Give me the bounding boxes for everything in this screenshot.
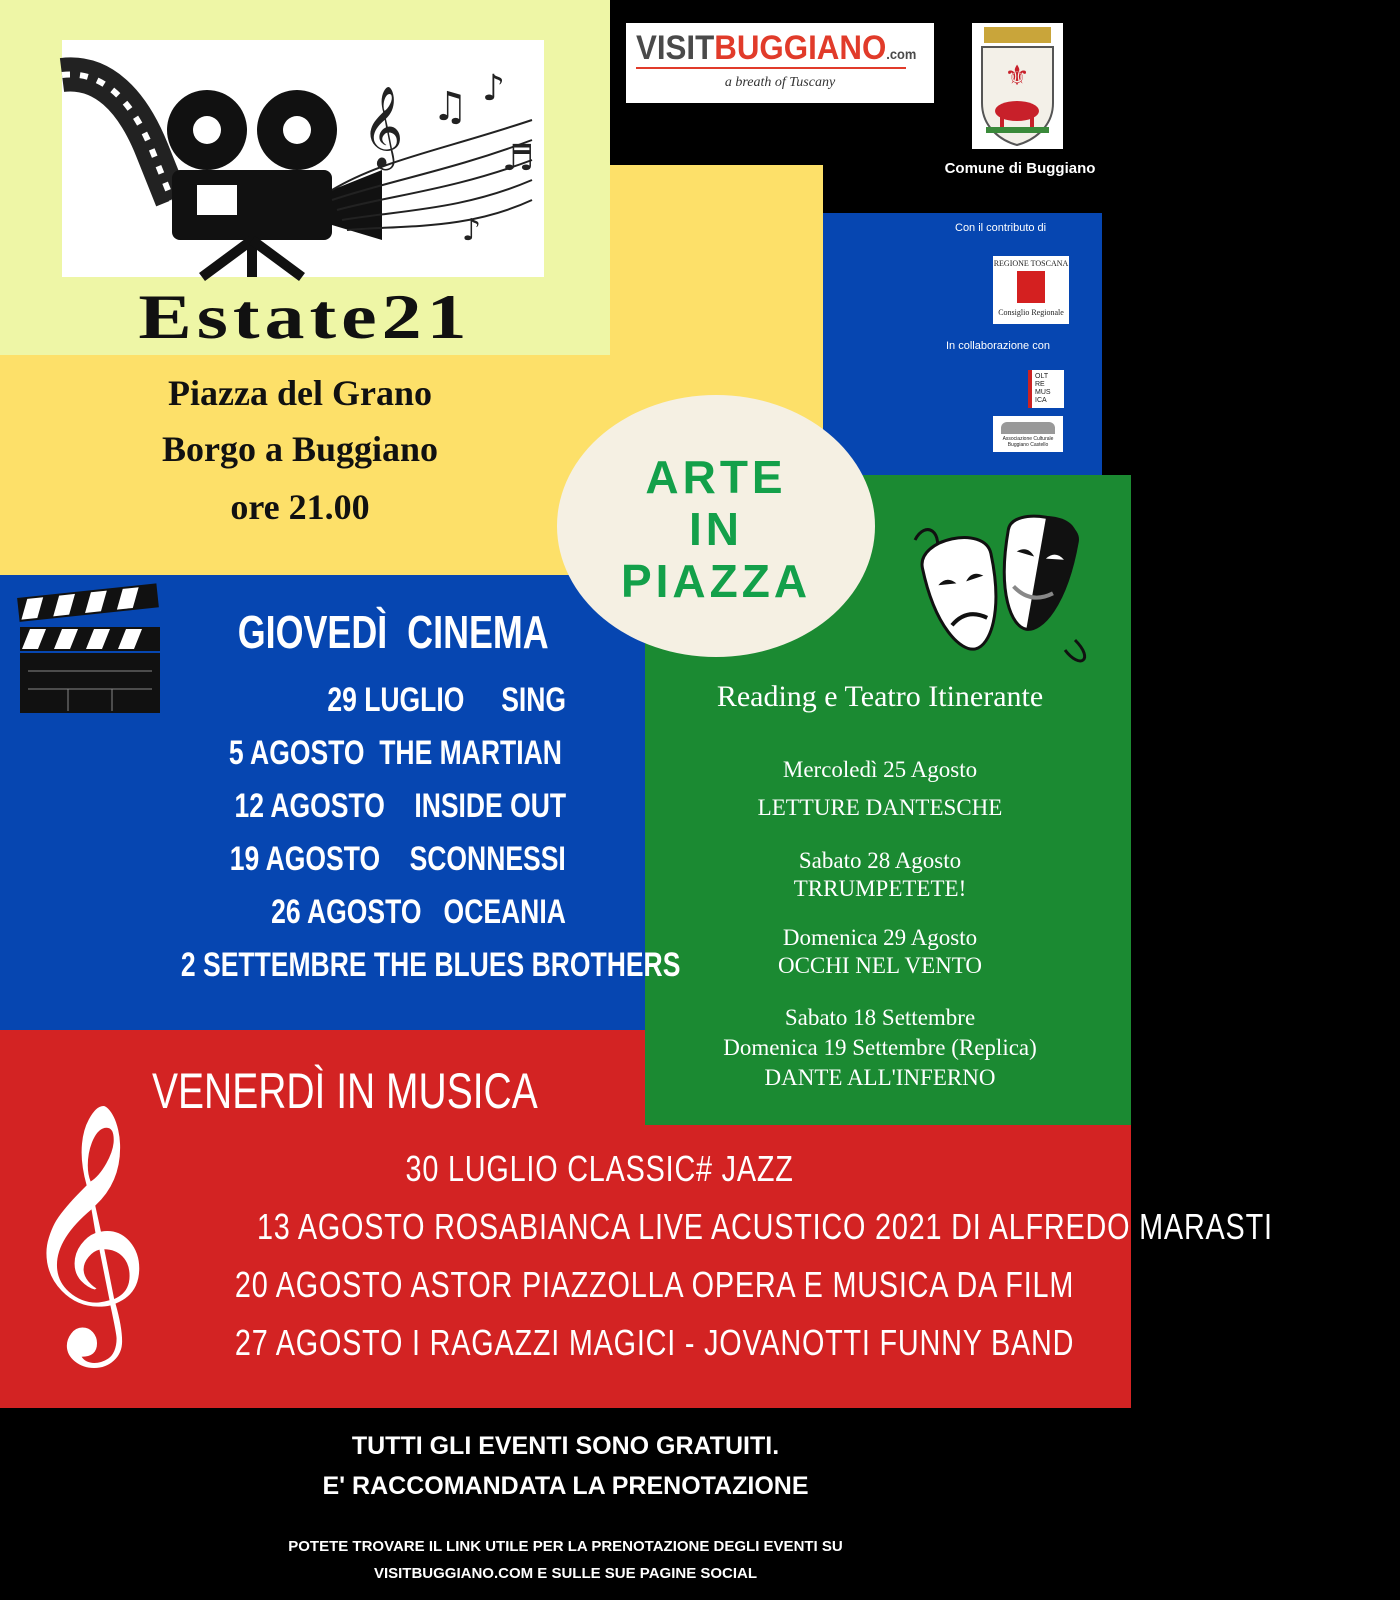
- footer-small-1: POTETE TROVARE IL LINK UTILE PER LA PRENOTAZIONE DEGLI EVENTI SU: [288, 1538, 843, 1555]
- teatro-event-title: OCCHI NEL VENTO: [777, 953, 982, 978]
- cinema-item-text: 26 AGOSTO OCEANIA: [271, 893, 566, 931]
- cinema-item-text: 19 AGOSTO SCONNESSI: [229, 840, 566, 878]
- association-text: Associazione Culturale Buggiano Castello: [1002, 436, 1054, 448]
- musica-item: [130, 1148, 1070, 1190]
- visitbuggiano-logo: [626, 23, 934, 103]
- cinema-item: [40, 680, 566, 720]
- teatro-event-day: Sabato 28 Agosto: [798, 848, 962, 873]
- teatro-event-day-2: Domenica 19 Settembre (Replica): [723, 1035, 1037, 1060]
- teatro-event-title: DANTE ALL'INFERNO: [764, 1065, 996, 1090]
- oltremusica-line-1: OLT: [1035, 373, 1049, 380]
- cinema-item: [40, 733, 562, 773]
- film-camera-icon: [62, 40, 544, 277]
- regione-line-2: Consiglio Regionale: [998, 308, 1064, 317]
- svg-text:⚜: ⚜: [1004, 59, 1030, 92]
- cinema-item: [40, 892, 566, 932]
- oltremusica-line-4: ICA: [1035, 397, 1047, 404]
- cinema-item: [40, 839, 566, 879]
- svg-text:♪: ♪: [462, 213, 482, 248]
- teatro-heading: Reading e Teatro Itinerante: [716, 680, 1044, 713]
- teatro-event-day: Sabato 18 Settembre: [784, 1005, 976, 1030]
- musica-item-text: 20 AGOSTO ASTOR PIAZZOLLA OPERA E MUSICA DA FILM: [234, 1264, 1075, 1305]
- contributo-label: Con il contributo di: [955, 222, 1047, 234]
- svg-text:♫: ♫: [432, 84, 468, 130]
- musica-item: [130, 1206, 1273, 1248]
- cinema-heading: [150, 605, 549, 659]
- svg-text:♪: ♪: [482, 68, 505, 109]
- venue-line-2: Borgo a Buggiano: [161, 429, 439, 469]
- header-illustration: [62, 40, 544, 277]
- comune-crest-icon: [972, 23, 1063, 149]
- badge-line-3: PIAZZA: [620, 555, 812, 607]
- footer-line-1: TUTTI GLI EVENTI SONO GRATUITI.: [351, 1432, 780, 1460]
- regione-flag-icon: [1017, 271, 1045, 303]
- comune-label: Comune di Buggiano: [944, 160, 1096, 177]
- logo-com: .com: [886, 46, 917, 62]
- svg-text:♬: ♬: [502, 138, 535, 179]
- venue-line-3: ore 21.00: [230, 487, 370, 527]
- logo-tagline: a breath of Tuscany: [724, 75, 836, 90]
- badge-line-1: ARTE: [645, 451, 787, 503]
- musica-heading-text: VENERDÌ IN MUSICA: [152, 1063, 538, 1119]
- teatro-event-title: TRRUMPETETE!: [793, 876, 967, 901]
- venue-line-1: Piazza del Grano: [168, 373, 432, 413]
- badge-line-2: IN: [689, 503, 743, 555]
- regione-toscana-logo: [993, 256, 1069, 324]
- event-title: Estate21: [138, 281, 472, 352]
- cinema-item-text: 2 SETTEMBRE THE BLUES BROTHERS: [180, 946, 681, 984]
- logo-swoosh: [636, 67, 906, 69]
- teatro-event-title: LETTURE DANTESCHE: [757, 795, 1003, 820]
- cinema-item: [40, 945, 681, 985]
- musica-item: [130, 1322, 1075, 1364]
- logo-brand: BUGGIANO: [714, 29, 887, 67]
- musica-item-text: 30 LUGLIO CLASSIC# JAZZ: [405, 1148, 795, 1189]
- footer-line-2: E' RACCOMANDATA LA PRENOTAZIONE: [322, 1472, 809, 1500]
- cinema-item-text: 29 LUGLIO SING: [327, 681, 566, 719]
- collab-label: In collaborazione con: [946, 340, 1050, 352]
- footer-small-2: VISITBUGGIANO.COM E SULLE SUE PAGINE SOCIAL: [373, 1565, 758, 1582]
- teatro-event-day: Mercoledì 25 Agosto: [782, 757, 978, 782]
- cinema-item: [40, 786, 566, 826]
- oltremusica-line-3: MUS: [1035, 389, 1051, 396]
- cinema-item-text: 12 AGOSTO INSIDE OUT: [234, 787, 566, 825]
- musica-item-text: 13 AGOSTO ROSABIANCA LIVE ACUSTICO 2021 DI ALFREDO MARASTI: [256, 1206, 1273, 1247]
- svg-text:𝄞: 𝄞: [362, 85, 404, 167]
- association-logo: [993, 416, 1063, 452]
- logo-visit: VISIT: [636, 29, 715, 67]
- treble-clef-icon: 𝄞: [20, 1100, 151, 1356]
- cinema-heading-text: GIOVEDÌ CINEMA: [237, 606, 549, 658]
- teatro-event-day: Domenica 29 Agosto: [782, 925, 978, 950]
- oltremusica-line-2: RE: [1035, 381, 1045, 388]
- oltremusica-logo: [1028, 370, 1064, 408]
- musica-item-text: 27 AGOSTO I RAGAZZI MAGICI - JOVANOTTI FUNNY BAND: [234, 1322, 1075, 1363]
- regione-line-1: REGIONE TOSCANA: [993, 259, 1069, 268]
- musica-heading: [152, 1062, 647, 1120]
- musica-item: [130, 1264, 1075, 1306]
- theater-masks-icon: [905, 510, 1095, 670]
- cinema-item-text: 5 AGOSTO THE MARTIAN: [229, 734, 562, 772]
